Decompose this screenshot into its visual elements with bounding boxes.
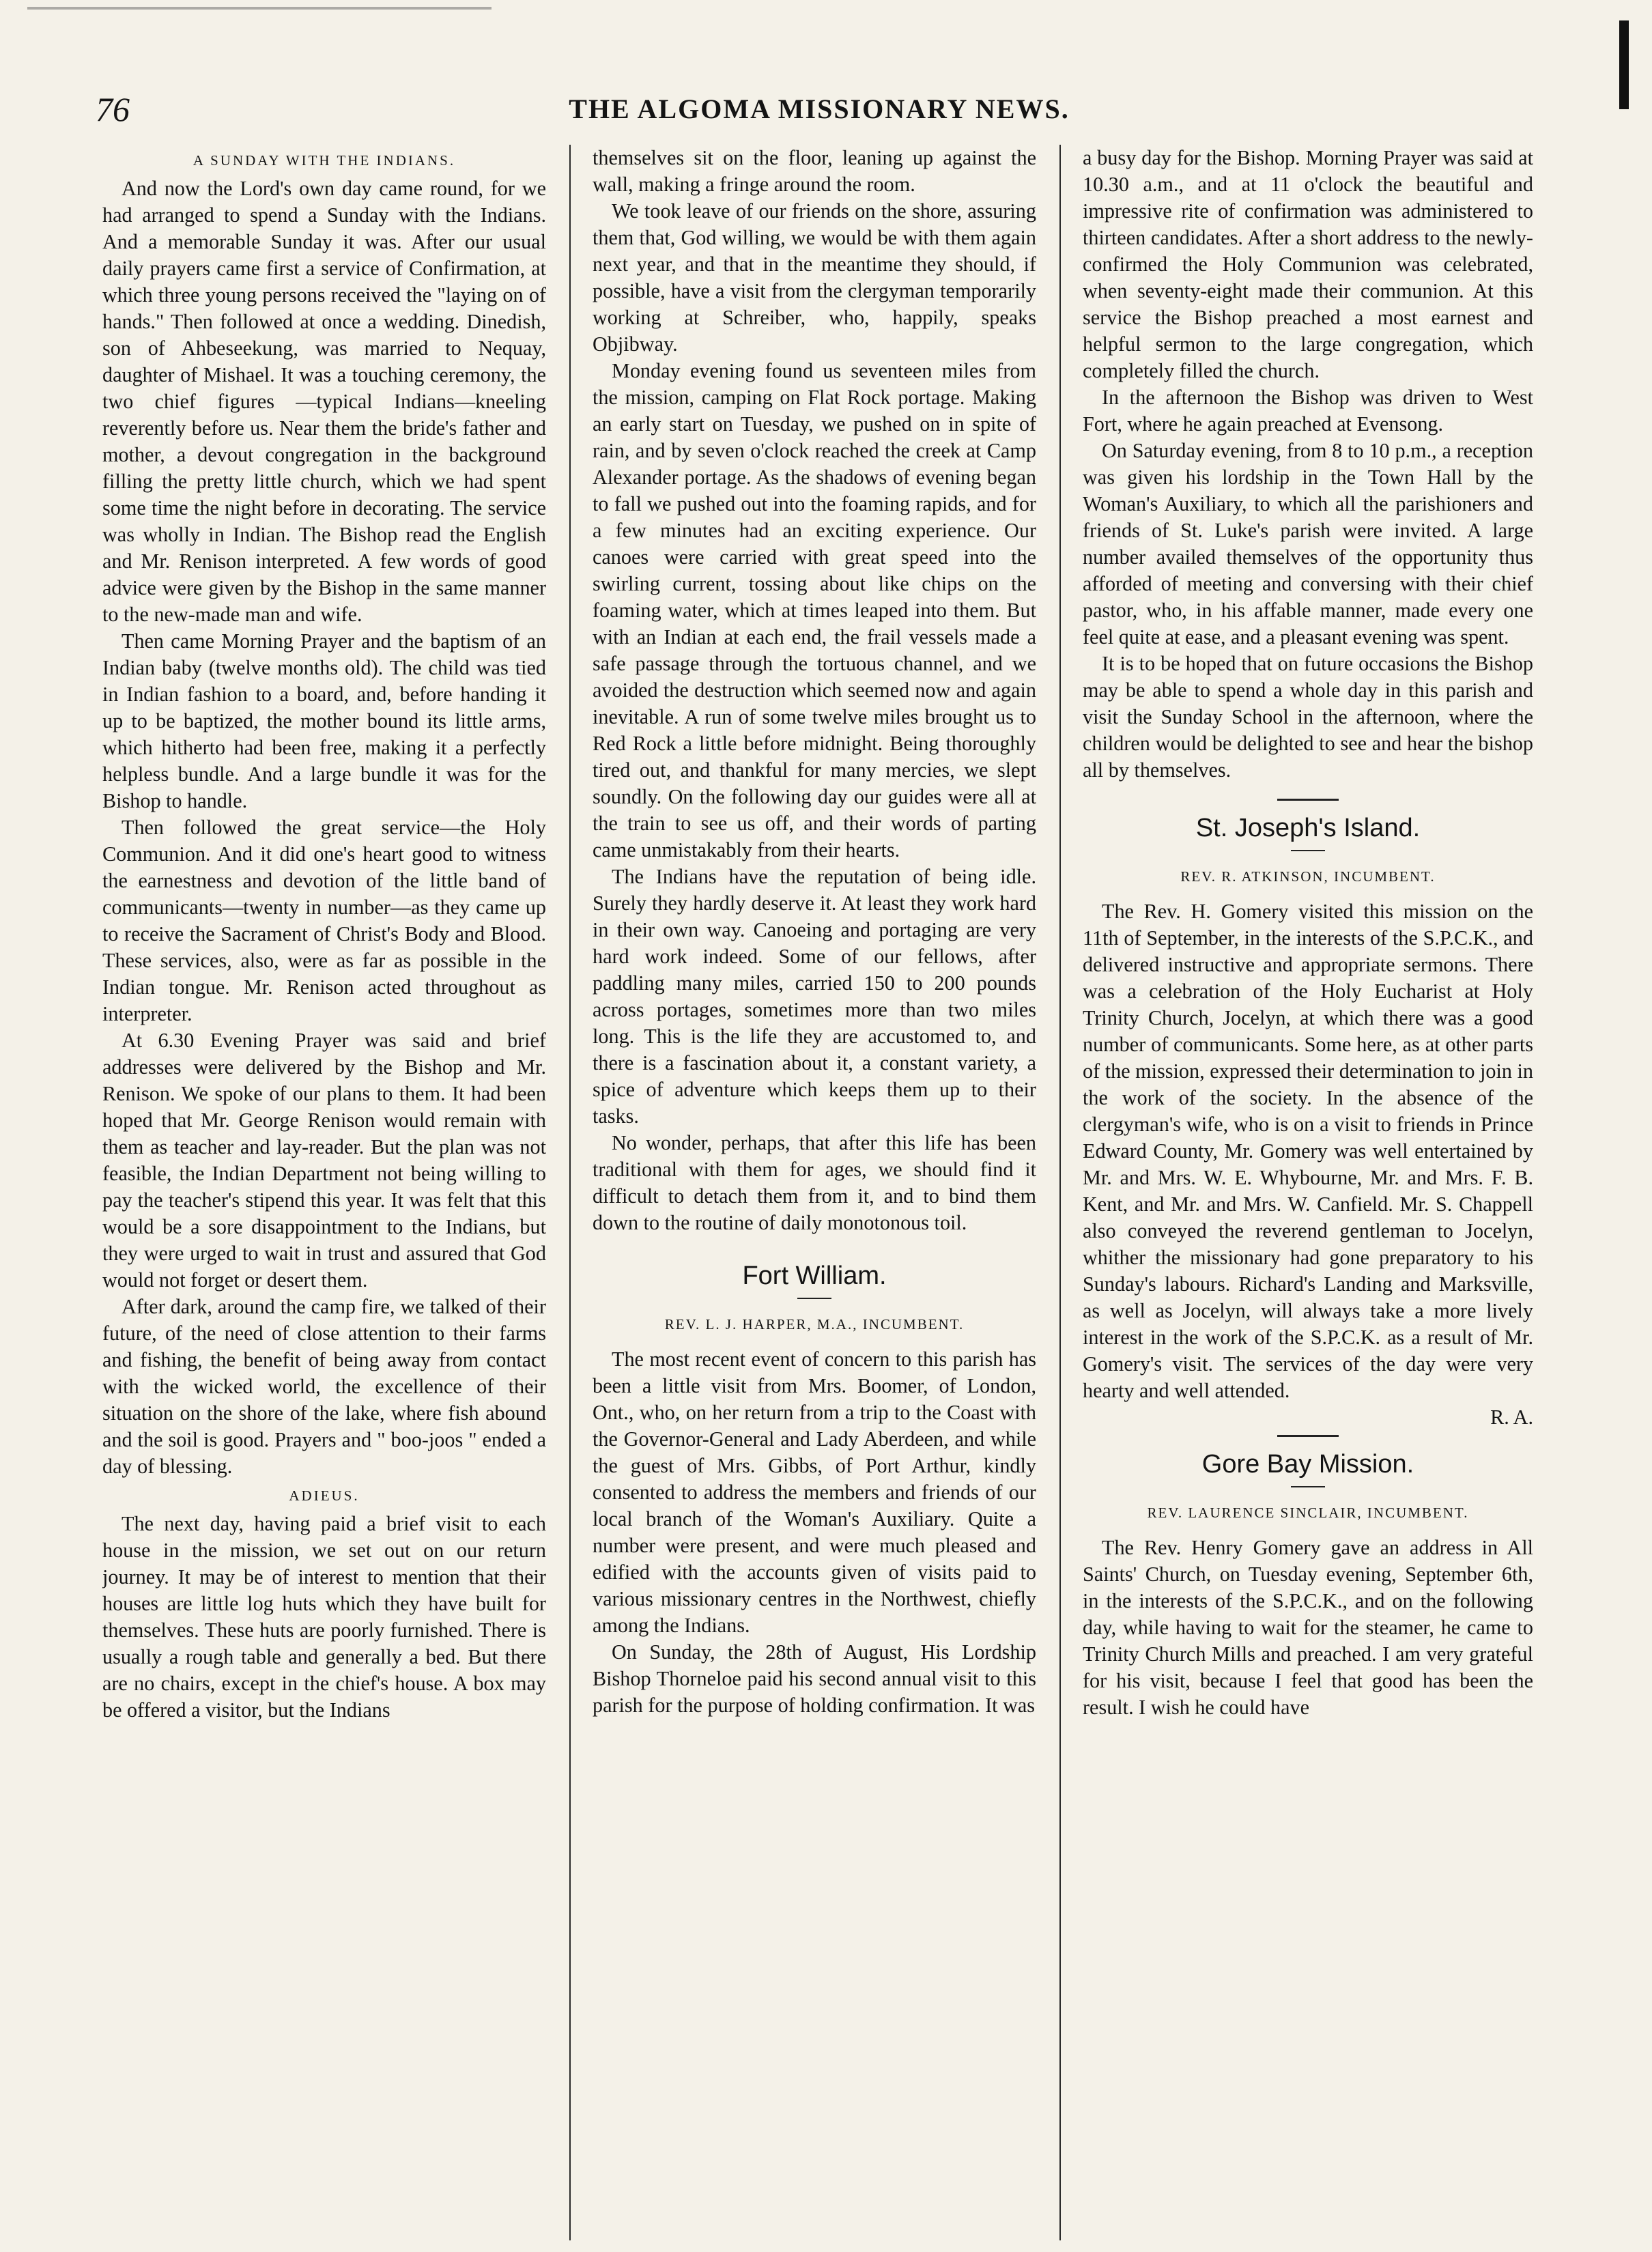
subsection-heading: ADIEUS. (289, 1487, 360, 1504)
paragraph: The Indians have the reputation of being idle. Surely they hardly deserve it. At least they work hard in their own way. Canoeing and portaging are very hard work indeed. Some of our fellows, after paddling many miles, carried 150 to 200 pounds across portages, sometimes more than two miles long. This is the life they are accustomed to, and there is a fascination about it, a constant variety, a spice of adventure which keeps them up to their tasks. (593, 865, 1036, 1128)
running-title: THE ALGOMA MISSIONARY NEWS. (569, 94, 1070, 124)
paragraph: On Saturday evening, from 8 to 10 p.m., a reception was given his lordship in the Town Hall by the Woman's Auxiliary, to which all the parishioners and friends of St. Luke's parish were invited. A large number availed themselves of the opportunity thus afforded of meeting and conversing with their chief pastor, who, in his affable manner, made every one feel quite at ease, and a pleasant evening was spent. (1083, 439, 1533, 648)
paragraph: themselves sit on the floor, leaning up against the wall, making a fringe around the room. (593, 146, 1036, 196)
paragraph: It is to be hoped that on future occasions the Bishop may be able to spend a whole day in this parish and visit the Sunday School in the afternoon, where the children would be delighted to see and hear the bishop all by themselves. (1083, 652, 1533, 782)
paragraph: The next day, having paid a brief visit to each house in the mission, we set out on our return journey. It may be of interest to mention that their houses are little log huts which they have built for themselves. These huts are poorly furnished. There is usually a rough table and generally a bed. But there are no chairs, except in the chief's house. A box may be offered a visitor, but the Indians (102, 1512, 546, 1722)
paragraph: In the afternoon the Bishop was driven to West Fort, where he again preached at Evensong. (1083, 386, 1533, 436)
page-header (96, 89, 1543, 130)
incumbent-line: REV. L. J. HARPER, M.A., INCUMBENT. (664, 1316, 965, 1332)
incumbent-line: REV. R. ATKINSON, INCUMBENT. (1180, 868, 1436, 885)
paragraph: And now the Lord's own day came round, for we had arranged to spend a Sunday with the Indians. And a memorable Sunday it was. After our usual daily prayers came first a service of Confirmation, at which three young persons received the "laying on of hands." Then followed at once a wedding. Dinedish, son of Ahbeseekung, was married to Nequay, daughter of Mishael. It was a touching ceremony, the two chief figures —typical Indians—kneeling reverently before us. Near them the bride's father and mother, a devout congregation in the background filling the pretty little church, which we had spent some time the night before in decorating. The service was wholly in Indian. The Bishop read the English and Mr. Renison interpreted. A few words of good advice were given by the Bishop in the same manner to the new-made man and wife. (102, 177, 546, 626)
signoff (1083, 1404, 1533, 1431)
column-rule (569, 145, 571, 2240)
column-2 (593, 145, 1036, 2240)
paragraph: Monday evening found us seventeen miles from the mission, camping on Flat Rock portage. Making an early start on Tuesday, we pushed on in spite of rain, and by seven o'clock reached the creek at Camp Alexander portage. As the shadows of evening began to fall we pushed out into the foaming rapids, and for a few minutes had an exciting experience. Our canoes were carried with great speed into the swirling current, tossing about like chips on the foaming water, which at times leaped into them. But with an Indian at each end, the frail vessels made a safe passage through the tortuous channel, and we avoided the destruction which seemed now and again inevitable. A run of some twelve miles brought us to Red Rock a little before midnight. Being thoroughly tired out, and thankful for many mercies, we slept soundly. On the following day our guides were all at the train to see us off, and their words of parting came unmistakably from their hearts. (593, 359, 1036, 861)
heading-rule (1291, 850, 1325, 851)
page-number: 76 (96, 90, 130, 128)
paragraph: Then followed the great service—the Holy Communion. And it did one's heart good to witness the earnestness and devotion of the little band of communicants—twenty in number—as they came up to receive the Sacrament of Christ's Body and Blood. These services, also, were as far as possible in the Indian tongue. Mr. Renison acted throughout as interpreter. (102, 816, 546, 1025)
section-title-fort-william: Fort William. (742, 1262, 887, 1290)
signature: R. A. (1490, 1406, 1533, 1429)
paragraph: We took leave of our friends on the shore, assuring them that, God willing, we would be with them again next year, and that in the meantime they should, if possible, have a visit from the clergyman temporarily working at Schreiber, who, happily, speaks Objibway. (593, 199, 1036, 356)
column-1 (102, 145, 546, 2240)
scan-edge-mark (1619, 20, 1629, 109)
scan-smudge (27, 7, 492, 10)
column-3 (1083, 145, 1533, 2240)
heading-rule (1291, 1486, 1325, 1487)
paragraph: After dark, around the camp fire, we talked of their future, of the need of close attention to their farms and fishing, the benefit of being away from contact with the wicked world, the excellence of their situation on the shore of the lake, where fish abound and the soil is good. Prayers and " boo-joos " ended a day of blessing. (102, 1295, 546, 1478)
heading-rule (797, 1298, 831, 1299)
paragraph: The Rev. Henry Gomery gave an address in All Saints' Church, on Tuesday evening, September 6th, in the interests of the S.P.C.K., and on the following day, while having to wait for the steamer, he came to Trinity Church Mills and preached. I am very grateful for his visit, because I feel that good has been the result. I wish he could have (1083, 1536, 1533, 1719)
section-title-st-josephs-island: St. Joseph's Island. (1195, 814, 1421, 842)
paragraph: No wonder, perhaps, that after this life has been traditional with them for ages, we should find it difficult to detach them from it, and to bind them down to the routine of daily monotonous toil. (593, 1131, 1036, 1234)
incumbent-line: REV. LAURENCE SINCLAIR, INCUMBENT. (1147, 1505, 1469, 1521)
section-divider (1277, 1435, 1339, 1437)
paragraph: a busy day for the Bishop. Morning Prayer was said at 10.30 a.m., and at 11 o'clock the beautiful and impressive rite of confirmation was administered to thirteen candidates. After a short address to the newly-confirmed the Holy Communion was celebrated, when seventy-eight made their communion. At this service the Bishop preached a most earnest and helpful sermon to the large congregation, which completely filled the church. (1083, 146, 1533, 382)
section-divider (1277, 799, 1339, 801)
section-heading: A SUNDAY WITH THE INDIANS. (193, 152, 456, 169)
paragraph: On Sunday, the 28th of August, His Lordship Bishop Thorneloe paid his second annual visit to this parish for the purpose of holding confirmation. It was (593, 1640, 1036, 1717)
paragraph: Then came Morning Prayer and the baptism of an Indian baby (twelve months old). The child was tied in Indian fashion to a board, and, before handing it up to be baptized, the mother bound its little arms, which hitherto had been free, making it a perfectly helpless bundle. And a large bundle it was for the Bishop to handle. (102, 629, 546, 812)
paragraph: At 6.30 Evening Prayer was said and brief addresses were delivered by the Bishop and Mr. Renison. We spoke of our plans to them. It had been hoped that Mr. George Renison would remain with them as teacher and lay-reader. But the plan was not feasible, the Indian Department not being willing to pay the teacher's stipend this year. It was felt that this would be a sore disappointment to the Indians, but they were urged to wait in trust and assured that God would not forget or desert them. (102, 1029, 546, 1292)
column-rule (1059, 145, 1061, 2240)
paragraph: The Rev. H. Gomery visited this mission on the 11th of September, in the interests of the S.P.C.K., and delivered instructive and appropriate sermons. There was a celebration of the Holy Eucharist at Holy Trinity Church, Jocelyn, at which there was a good number of communicants. Some here, as at other parts of the mission, expressed their determination to join in the work of the society. In the absence of the clergyman's wife, who is on a visit to friends in Prince Edward County, Mr. Gomery was well entertained by Mr. and Mrs. W. E. Whybourne, Mr. and Mrs. F. B. Kent, and Mr. and Mrs. W. Canfield. Mr. S. Chappell also conveyed the reverend gentleman to Jocelyn, whither the missionary had gone preparatory to his Sunday's labours. Richard's Landing and Marksville, as well as Jocelyn, will always take a more lively interest in the work of the S.P.C.K. as a result of Mr. Gomery's visit. The services of the day were very hearty and well attended. (1083, 900, 1533, 1402)
paragraph: The most recent event of concern to this parish has been a little visit from Mrs. Boomer, of London, Ont., who, on her return from a trip to the Coast with the Governor-General and Lady Aberdeen, and while the guest of Mrs. Gibbs, of Port Arthur, kindly consented to address the members and friends of our local branch of the Woman's Auxiliary. Quite a number were present, and were much pleased and edified with the accounts given of visits paid to various missionary centres in the Northwest, chiefly among the Indians. (593, 1348, 1036, 1637)
section-title-gore-bay: Gore Bay Mission. (1201, 1450, 1414, 1479)
